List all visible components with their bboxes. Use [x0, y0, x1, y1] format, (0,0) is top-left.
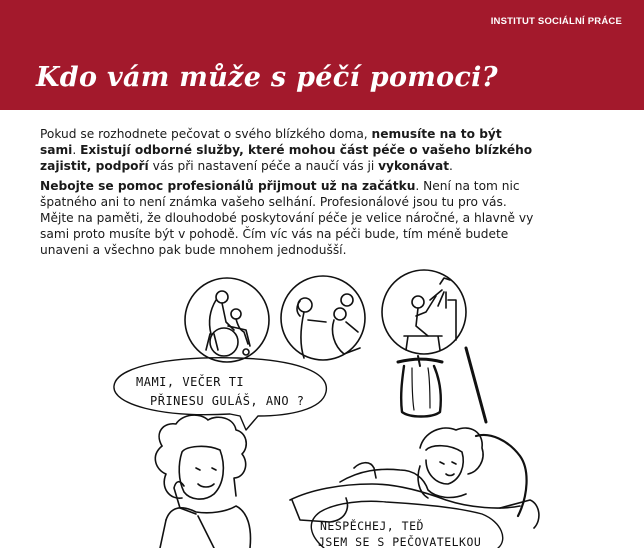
text-run: Pokud se rozhodnete pečovat o svého blízkého doma, — [40, 127, 372, 141]
bubble2-line1: NESPĚCHEJ, TEĎ — [320, 519, 424, 533]
bubble1-line2: PŘINESU GULÁŠ, ANO ? — [150, 394, 305, 408]
organization-name: INSTITUT SOCIÁLNÍ PRÁCE — [490, 16, 622, 27]
bubble1-line1: MAMI, VEČER TI — [136, 375, 245, 389]
woman-in-bed-illustration — [290, 428, 539, 528]
text-run: vás při nastavení péče a naučí vás ji — [148, 159, 379, 173]
page-title: Kdo vám může s péčí pomoci? — [36, 62, 498, 93]
bathing-scene-illustration — [382, 270, 466, 354]
speech-bubble-guash — [114, 358, 326, 430]
bubble2-line2: JSEM SE S PEČOVATELKOU — [318, 535, 482, 548]
text-run: . — [72, 143, 81, 157]
text-run: . — [449, 159, 453, 173]
lamp-stand-illustration — [398, 348, 486, 422]
woman-on-phone-illustration — [155, 415, 250, 548]
feeding-scene-illustration — [281, 276, 365, 360]
wheelchair-scene-illustration — [185, 278, 269, 362]
bold-text: Nebojte se pomoc profesionálů přijmout už na začátku — [40, 179, 416, 193]
bold-text: Existují odborné služby, které mohou část péče o vašeho blízkého zajistit, podpoří — [40, 143, 533, 173]
text-run: . Není na tom nic špatného ani to není známka vašeho selhání. Profesionálové jsou tu pro vás. Mějte na paměti, že dlouhodobé poskytování péče je velice náročné, a hlavně vy sami proto musíte být v pohodě. Čím víc vás na péči bude, tím méně budete unaveni a všechno pak bude mnohem jednodušší. — [40, 179, 534, 257]
bold-text: vykonávat — [378, 159, 450, 173]
bold-text: nemusíte na to být sami — [40, 127, 502, 157]
speech-bubble-caregiver — [311, 501, 502, 548]
